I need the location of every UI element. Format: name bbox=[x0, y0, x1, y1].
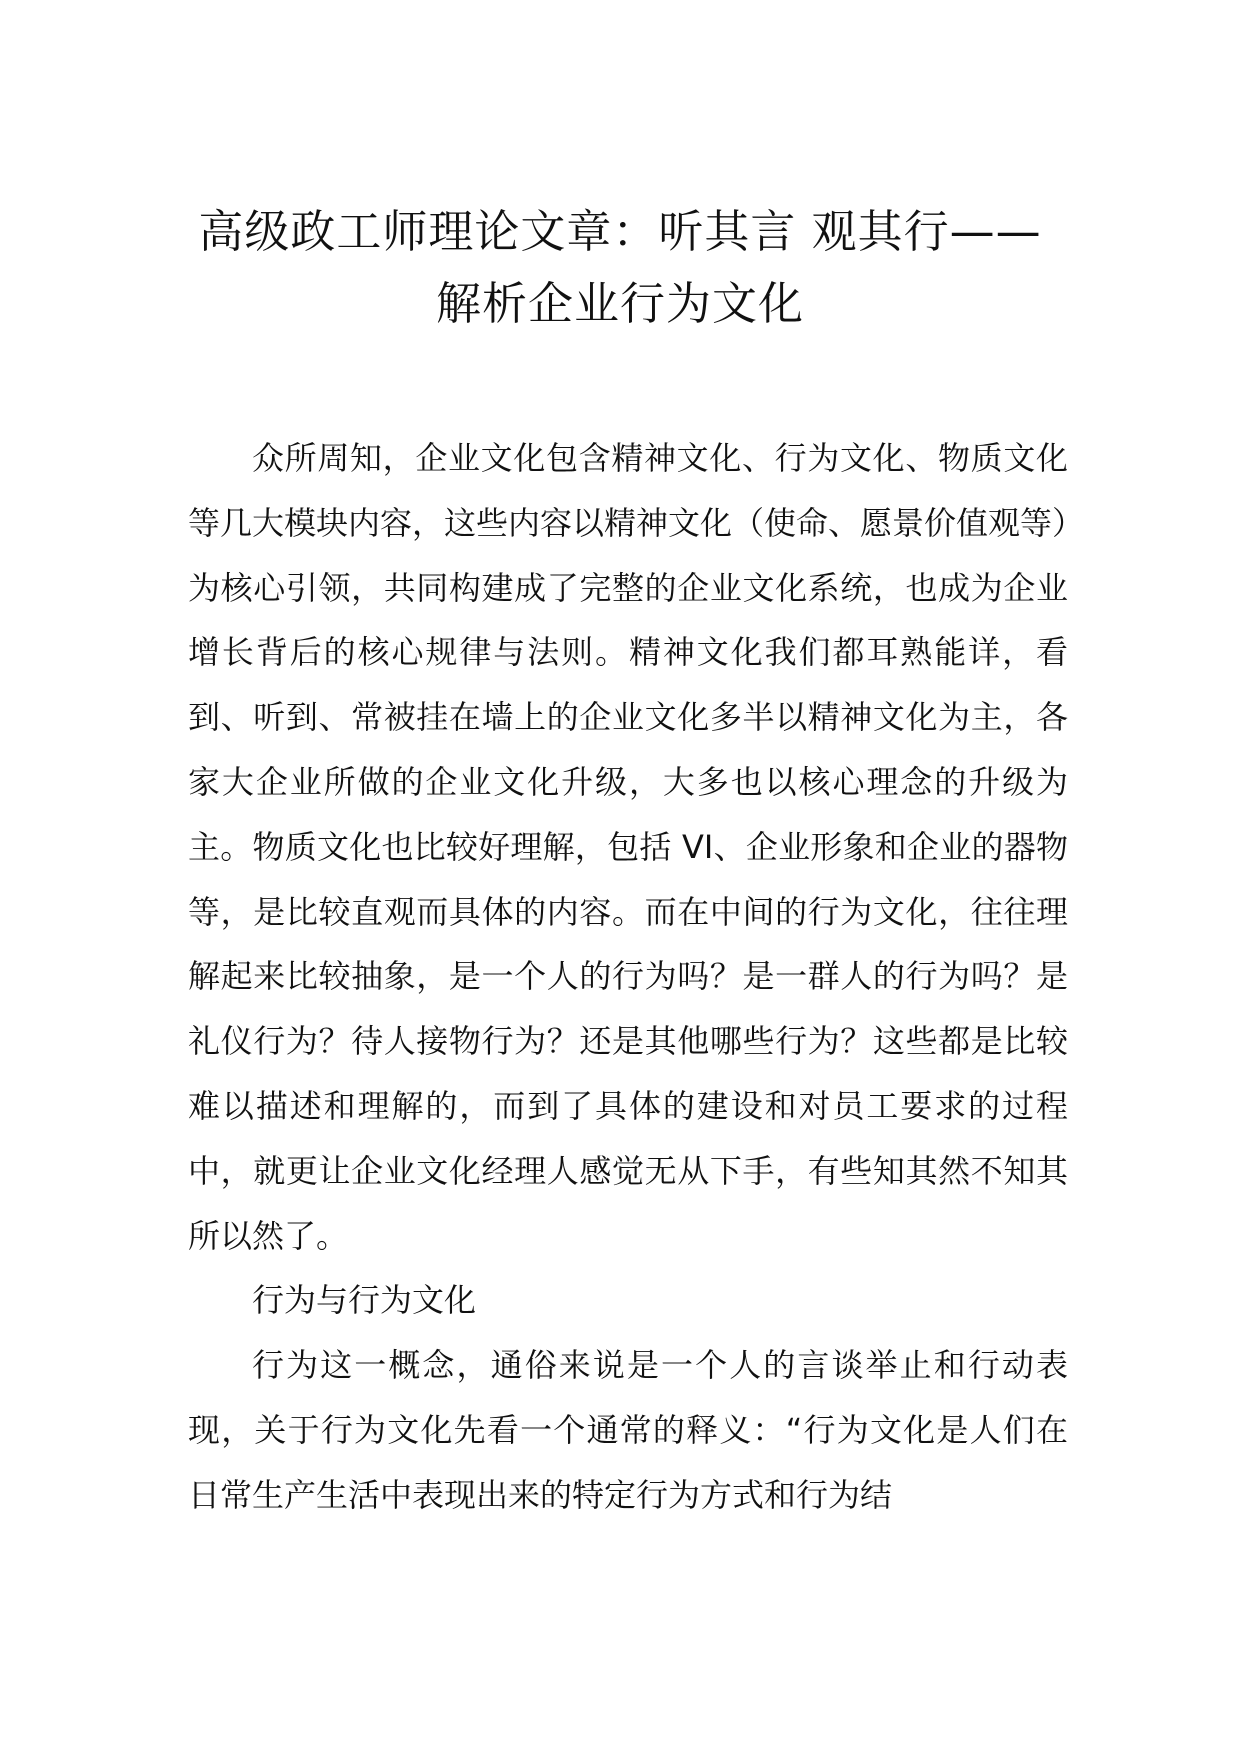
section-heading: 行为与行为文化 bbox=[252, 1281, 477, 1320]
body-paragraph: 众所周知，企业文化包含精神文化、行为文化、物质文化等几大模块内容，这些内容以精神文化（使命、愿景价值观等）为核心引领，共同构建成了完整的企业文化系统，也成为企业增长背后的核心规律与法则。精神文化我们都耳熟能详，看到、听到、常被挂在墙上的企业文化多半以精神文化为主，各家大企业所做的企业文化升级，大多也以核心理念的升级为主。物质文化也比较好理解，包括 VI、企业形象和企业的器物等，是比较直观而具体的内容。而在中间的行为文化，往往理解起来比较抽象，是一个人的行为吗？是一群人的行为吗？是礼仪行为？待人接物行为？还是其他哪些行为？这些都是比较难以描述和理解的，而到了具体的建设和对员工要求的过程中，就更让企业文化经理人感觉无从下手，有些知其然不知其所以然了。 bbox=[188, 439, 1069, 1255]
document-title-line1: 高级政工师理论文章：听其言 观其行—— bbox=[198, 205, 1042, 258]
document-title-line2: 解析企业行为文化 bbox=[435, 277, 804, 330]
document-body bbox=[188, 426, 1068, 1528]
body-paragraph-2: 行为这一概念，通俗来说是一个人的言谈举止和行动表现，关于行为文化先看一个通常的释义：“行为文化是人们在日常生产生活中表现出来的特定行为方式和行为结 bbox=[188, 1346, 1068, 1514]
